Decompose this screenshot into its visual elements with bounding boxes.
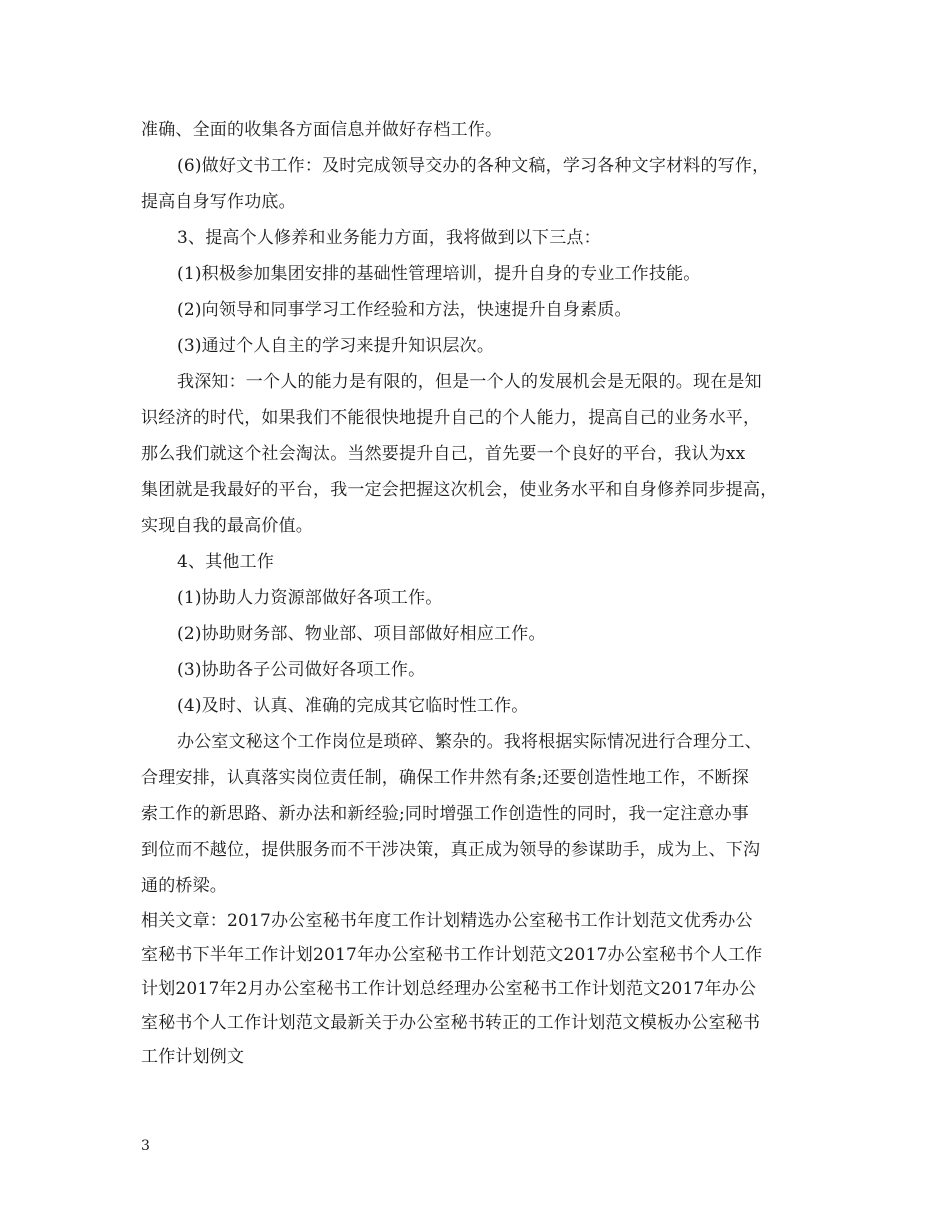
paragraph-line: 我深知：一个人的能力是有限的，但是一个人的发展机会是无限的。现在是知 [177, 372, 762, 392]
paragraph-line: 办公室文秘这个工作岗位是琐碎、繁杂的。我将根据实际情况进行合理分工、 [177, 732, 762, 752]
paragraph-line: 索工作的新思路、新办法和新经验;同时增强工作创造性的同时，我一定注意办事 [141, 804, 749, 824]
list-item: (2)协助财务部、物业部、项目部做好相应工作。 [177, 624, 546, 644]
paragraph-line: 通的桥梁。 [141, 876, 227, 896]
paragraph-line: 合理安排，认真落实岗位责任制，确保工作井然有条;还要创造性地工作，不断探 [141, 768, 749, 788]
section-heading: 4、其他工作 [177, 552, 275, 572]
paragraph-line: 到位而不越位，提供服务而不干涉决策，真正成为领导的参谋助手，成为上、下沟 [141, 840, 761, 860]
related-articles-line: 相关文章：2017办公室秘书年度工作计划精选办公室秘书工作计划范文优秀办公 [141, 911, 753, 931]
paragraph-line: 实现自我的最高价值。 [141, 516, 313, 536]
paragraph-line: 识经济的时代，如果我们不能很快地提升自己的个人能力，提高自己的业务水平， [141, 408, 761, 428]
list-item: (3)通过个人自主的学习来提升知识层次。 [177, 336, 495, 356]
document-body [141, 112, 841, 1074]
list-item: (3)协助各子公司做好各项工作。 [177, 660, 426, 680]
paragraph-line: 那么我们就这个社会淘汰。当然要提升自己，首先要一个良好的平台，我认为xx [141, 444, 746, 464]
paragraph-line: 集团就是我最好的平台，我一定会把握这次机会，使业务水平和自身修养同步提高， [141, 480, 778, 500]
list-item: (6)做好文书工作：及时完成领导交办的各种文稿，学习各种文字材料的写作， [177, 156, 770, 176]
related-articles [141, 904, 841, 1074]
related-articles-line: 室秘书下半年工作计划2017年办公室秘书工作计划范文2017办公室秘书个人工作 [141, 945, 763, 965]
list-item: (4)及时、认真、准确的完成其它临时性工作。 [177, 696, 529, 716]
page-number: 3 [141, 1138, 150, 1154]
list-item: (1)积极参加集团安排的基础性管理培训，提升自身的专业工作技能。 [177, 264, 701, 284]
list-item: (2)向领导和同事学习工作经验和方法，快速提升自身素质。 [177, 300, 632, 320]
related-articles-line: 工作计划例文 [141, 1047, 245, 1067]
related-articles-line: 计划2017年2月办公室秘书工作计划总经理办公室秘书工作计划范文2017年办公 [141, 979, 757, 999]
related-articles-line: 室秘书个人工作计划范文最新关于办公室秘书转正的工作计划范文模板办公室秘书 [141, 1013, 761, 1033]
section-heading: 3、提高个人修养和业务能力方面，我将做到以下三点： [177, 228, 601, 248]
list-item: (1)协助人力资源部做好各项工作。 [177, 588, 443, 608]
paragraph-line: 准确、全面的收集各方面信息并做好存档工作。 [141, 120, 503, 140]
paragraph-line: 提高自身写作功底。 [141, 192, 296, 212]
